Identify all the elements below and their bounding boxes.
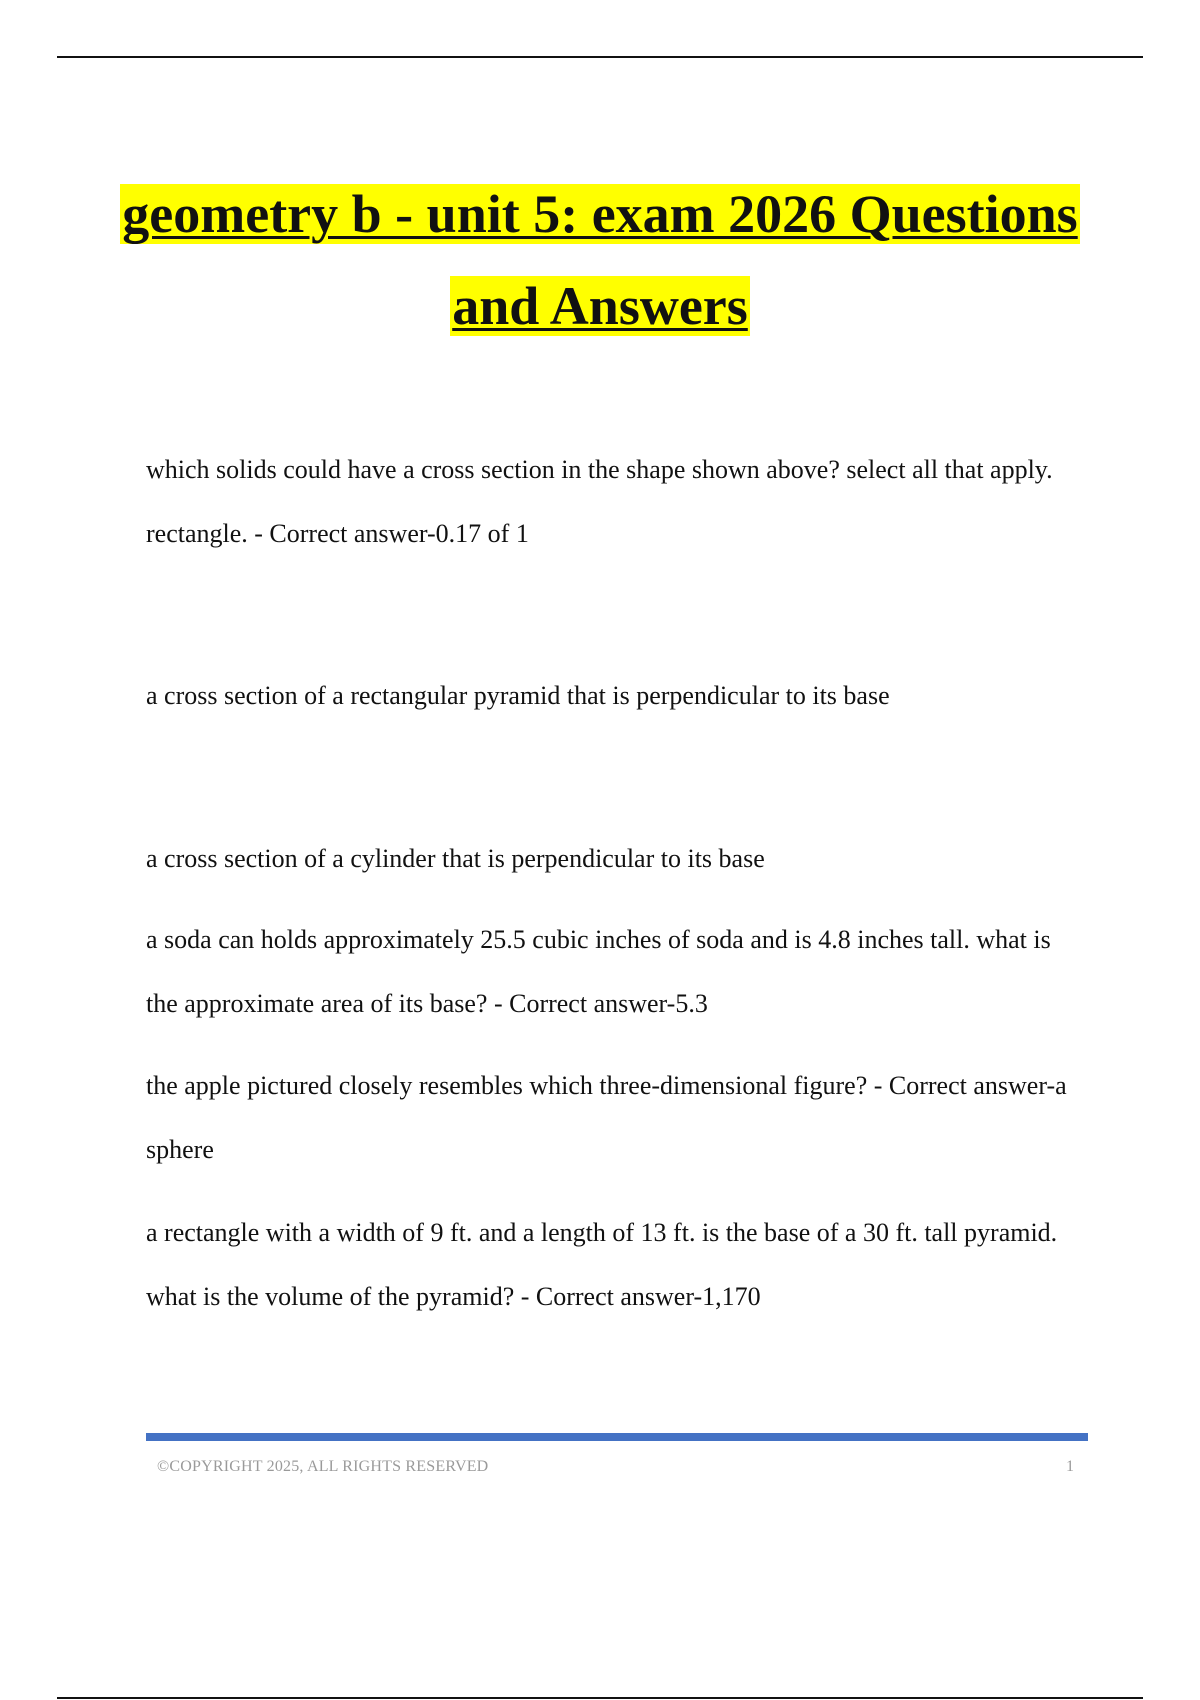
page-number: 1 <box>1066 1458 1074 1475</box>
document-title <box>100 168 1100 352</box>
footer-copyright: ©COPYRIGHT 2025, ALL RIGHTS RESERVED <box>157 1458 489 1475</box>
title-line-2: and Answers <box>452 276 748 336</box>
question-paragraph-3: a cross section of a cylinder that is perpendicular to its base <box>146 844 765 873</box>
bottom-rule <box>57 1697 1143 1699</box>
top-rule <box>57 56 1143 58</box>
question-paragraph-2: a cross section of a rectangular pyramid that is perpendicular to its base <box>146 681 890 710</box>
title-line-1: geometry b - unit 5: exam 2026 Questions <box>122 184 1078 244</box>
question-paragraph-6: a rectangle with a width of 9 ft. and a length of 13 ft. is the base of a 30 ft. tall pyramid. what is the volume of the pyramid? - Correct answer-1,170 <box>146 1218 1058 1311</box>
footer-accent-bar <box>146 1433 1088 1441</box>
question-paragraph-4: a soda can holds approximately 25.5 cubic inches of soda and is 4.8 inches tall. what is the approximate area of its base? - Correct answer-5.3 <box>146 925 1051 1018</box>
question-paragraph-5: the apple pictured closely resembles which three-dimensional figure? - Correct answer-a sphere <box>146 1071 1067 1164</box>
question-paragraph-1: which solids could have a cross section in the shape shown above? select all that apply. rectangle. - Correct answer-0.17 of 1 <box>146 455 1053 548</box>
